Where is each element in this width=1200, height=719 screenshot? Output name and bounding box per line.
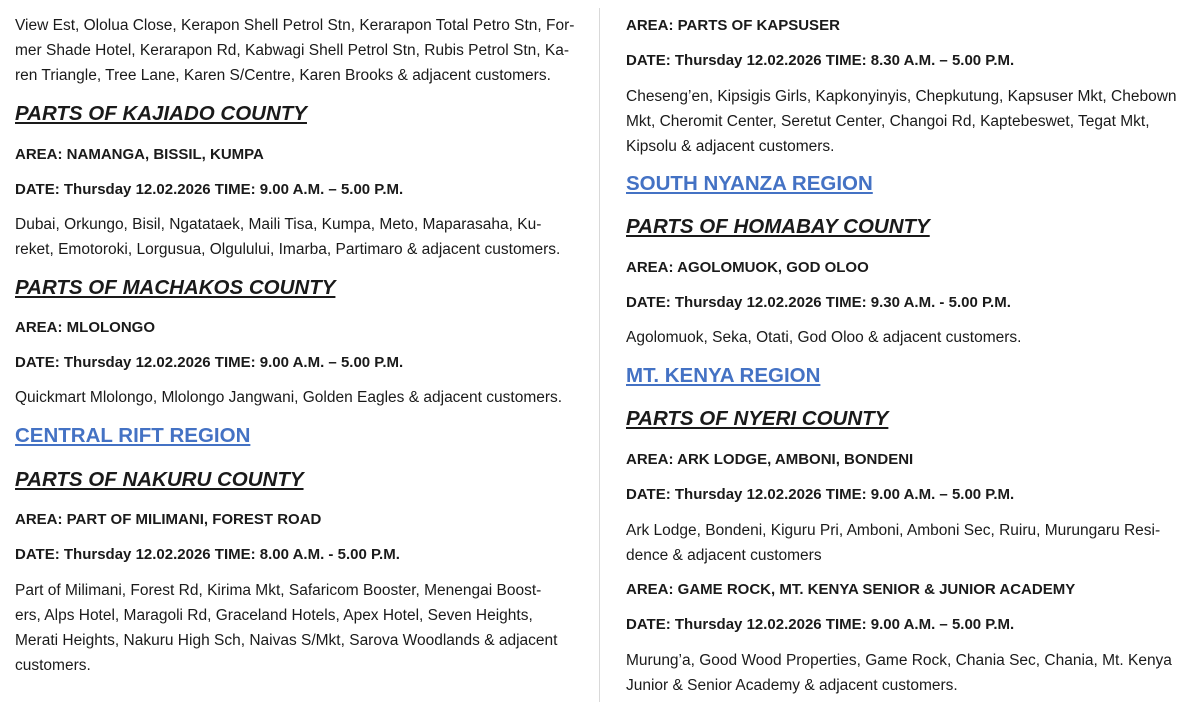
machakos-places: Quickmart Mlolongo, Mlolongo Jangwani, Golden Eagles & adjacent customers. [15,389,563,406]
central-rift-region-heading[interactable]: CENTRAL RIFT REGION [15,424,251,447]
kapsuser-area: AREA: PARTS OF KAPSUSER [626,17,840,34]
nyeri-date-2: DATE: Thursday 12.02.2026 TIME: 9.00 A.M. – 5.00 P.M. [626,616,1015,633]
kapsuser-places: Cheseng’en, Kipsigis Girls, Kapkonyinyis, Chepkutung, Kapsuser Mkt, Chebown Mkt, Cheromit Center, Seretut Center, Changoi Rd, Kaptebeswet, Tegat Mkt, Kipsolu & adjacent customers. [626,88,1177,155]
nyeri-places-1: Ark Lodge, Bondeni, Kiguru Pri, Amboni, Amboni Sec, Ruiru, Murungaru Resi- dence & adjacent customers [626,522,1161,564]
nyeri-area-1: AREA: ARK LODGE, AMBONI, BONDENI [626,451,914,468]
homabay-area: AREA: AGOLOMUOK, GOD OLOO [626,259,869,276]
south-nyanza-region-heading[interactable]: SOUTH NYANZA REGION [626,172,873,195]
kajiado-places: Dubai, Orkungo, Bisil, Ngatataek, Maili Tisa, Kumpa, Meto, Maparasaha, Ku- reket, Emotoroki, Lorgusua, Olgulului, Imarba, Partimaro & adjacent customers. [15,216,561,258]
kajiado-county-heading: PARTS OF KAJIADO COUNTY [15,102,307,125]
column-divider [599,8,600,702]
kajiado-area: AREA: NAMANGA, BISSIL, KUMPA [15,146,264,163]
homabay-county-heading: PARTS OF HOMABAY COUNTY [626,215,930,238]
nakuru-area: AREA: PART OF MILIMANI, FOREST ROAD [15,511,322,528]
nakuru-county-heading: PARTS OF NAKURU COUNTY [15,468,304,491]
homabay-date: DATE: Thursday 12.02.2026 TIME: 9.30 A.M. - 5.00 P.M. [626,294,1011,311]
nyeri-date-1: DATE: Thursday 12.02.2026 TIME: 9.00 A.M. – 5.00 P.M. [626,486,1015,503]
nyeri-area-2: AREA: GAME ROCK, MT. KENYA SENIOR & JUNIOR ACADEMY [626,581,1076,598]
kapsuser-date: DATE: Thursday 12.02.2026 TIME: 8.30 A.M. – 5.00 P.M. [626,52,1015,69]
nakuru-places: Part of Milimani, Forest Rd, Kirima Mkt, Safaricom Booster, Menengai Boost- ers, Alps Hotel, Maragoli Rd, Graceland Hotels, Apex Hotel, Seven Heights, Merati Heights, Nakuru High Sch, Naivas S/Mkt, Sarova Woodlands & adjacent customers. [15,582,558,674]
machakos-county-heading: PARTS OF MACHAKOS COUNTY [15,276,336,299]
mt-kenya-region-heading[interactable]: MT. KENYA REGION [626,364,821,387]
nyeri-places-2: Murung’a, Good Wood Properties, Game Rock, Chania Sec, Chania, Mt. Kenya Junior & Senior Academy & adjacent customers. [626,652,1172,694]
nakuru-date: DATE: Thursday 12.02.2026 TIME: 8.00 A.M. - 5.00 P.M. [15,546,400,563]
kajiado-date: DATE: Thursday 12.02.2026 TIME: 9.00 A.M. – 5.00 P.M. [15,181,404,198]
intro-places: View Est, Ololua Close, Kerapon Shell Petrol Stn, Kerarapon Total Petro Stn, For- mer Shade Hotel, Kerarapon Rd, Kabwagi Shell Petrol Stn, Rubis Petrol Stn, Ka- ren Triangle, Tree Lane, Karen S/Centre, Karen Brooks & adjacent customers. [15,17,575,84]
homabay-places: Agolomuok, Seka, Otati, God Oloo & adjacent customers. [626,329,1022,346]
machakos-area: AREA: MLOLONGO [15,319,155,336]
nyeri-county-heading: PARTS OF NYERI COUNTY [626,407,889,430]
machakos-date: DATE: Thursday 12.02.2026 TIME: 9.00 A.M. – 5.00 P.M. [15,354,404,371]
